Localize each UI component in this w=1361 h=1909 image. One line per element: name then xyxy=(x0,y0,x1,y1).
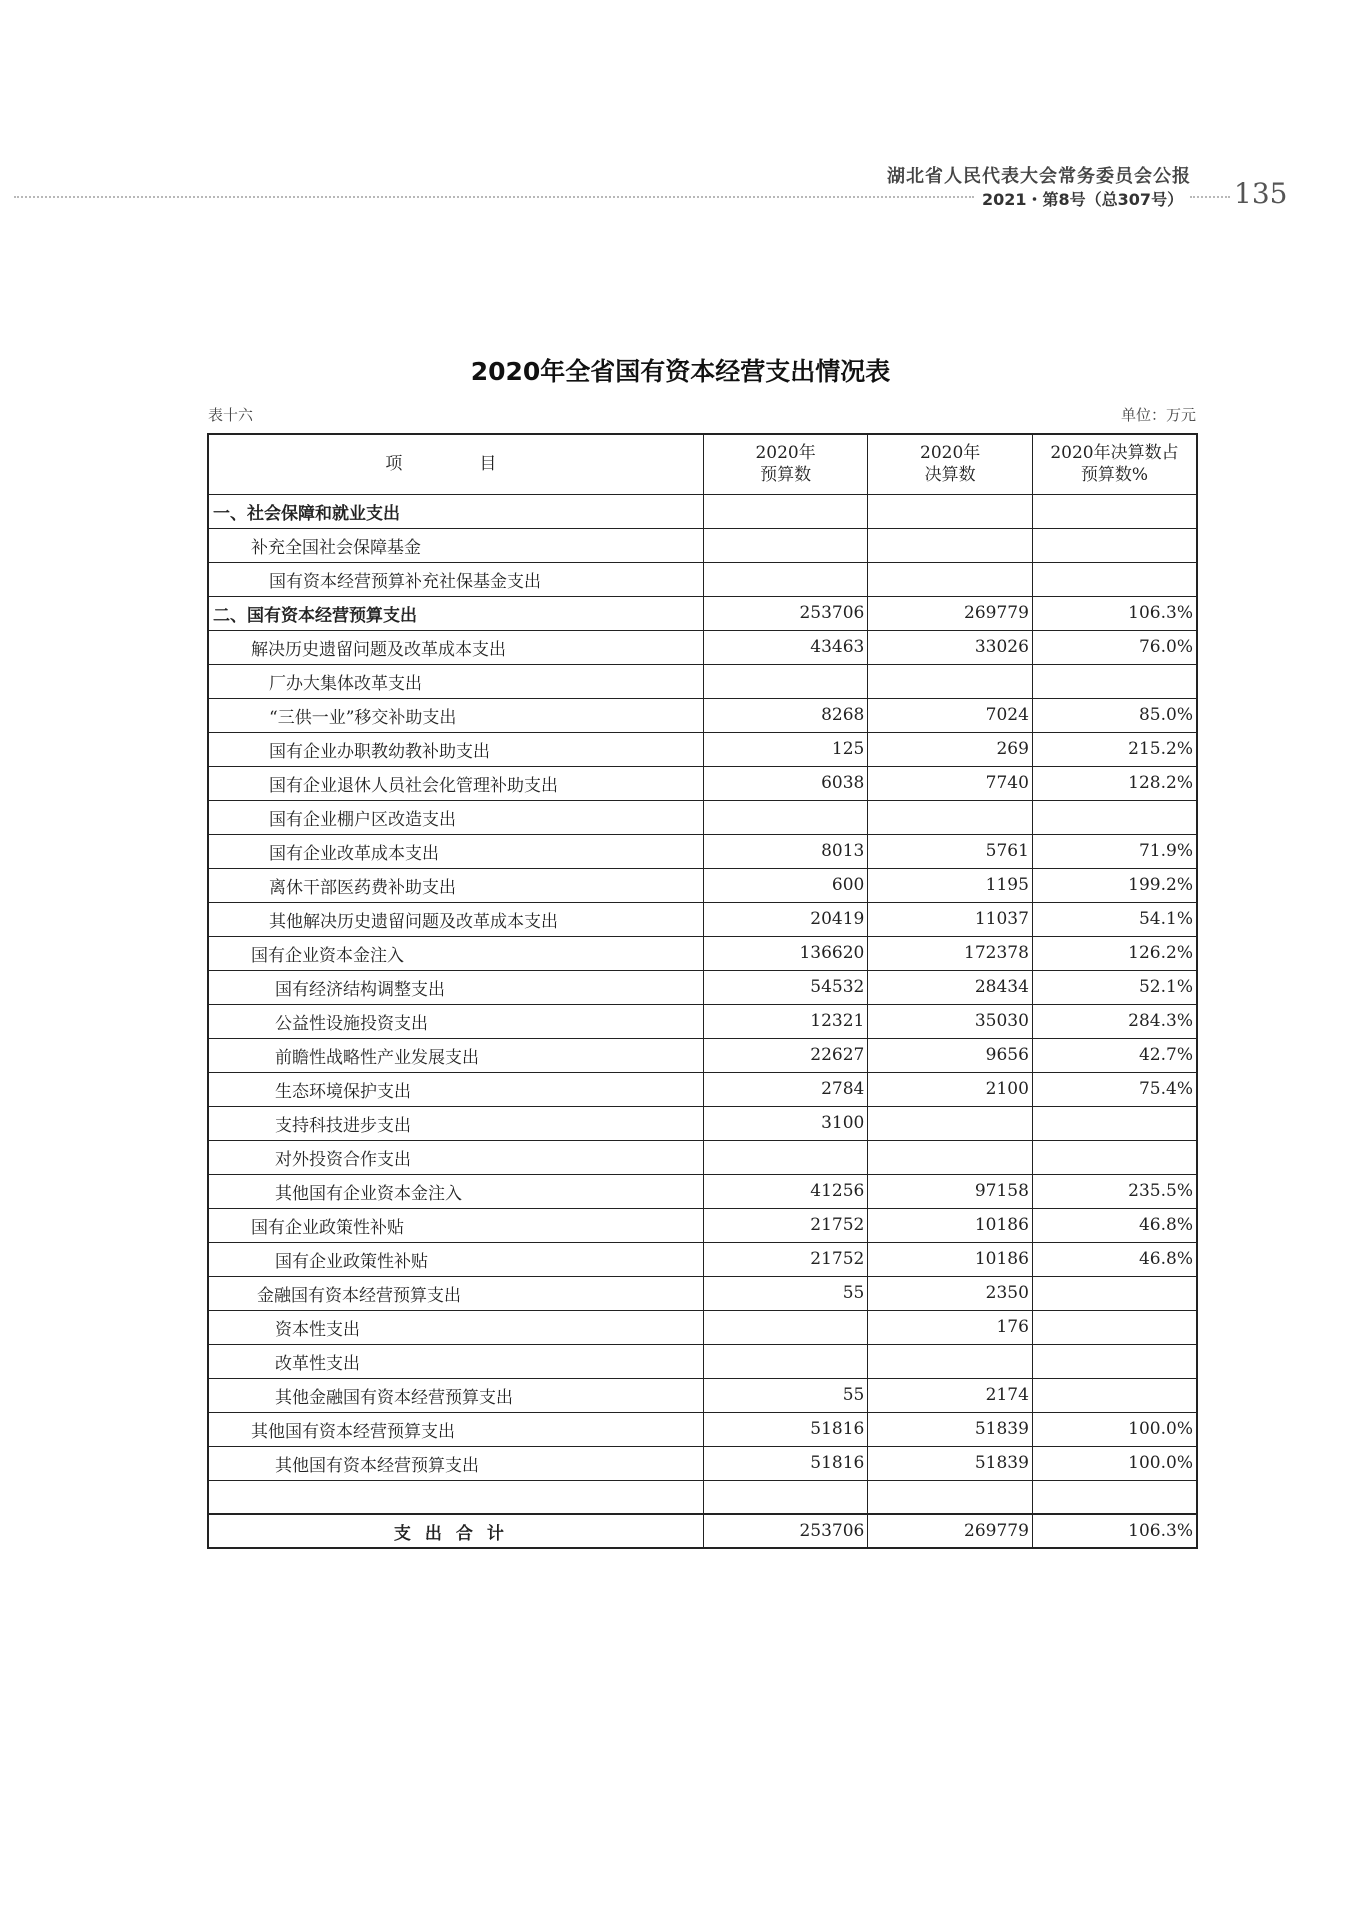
table-row xyxy=(208,1208,1197,1242)
table-label: 表十六 xyxy=(208,406,254,424)
row-budget-value: 21752 xyxy=(703,1242,868,1276)
row-ratio-value xyxy=(1032,562,1197,596)
row-budget-value: 136620 xyxy=(703,936,868,970)
total-budget: 253706 xyxy=(703,1514,868,1548)
row-actual-value xyxy=(868,664,1033,698)
row-budget-value: 6038 xyxy=(703,766,868,800)
row-budget-value: 600 xyxy=(703,868,868,902)
row-actual-value xyxy=(868,1106,1033,1140)
row-budget-value xyxy=(703,1140,868,1174)
table-row xyxy=(208,1038,1197,1072)
column-header-budget-line2: 预算数 xyxy=(760,465,812,486)
row-budget-value: 55 xyxy=(703,1378,868,1412)
row-ratio-value: 52.1% xyxy=(1032,970,1197,1004)
row-ratio-value xyxy=(1032,1378,1197,1412)
table-row xyxy=(208,664,1197,698)
row-ratio-value xyxy=(1032,1480,1197,1514)
table-row xyxy=(208,1072,1197,1106)
row-item-name: 国有企业改革成本支出 xyxy=(208,834,703,868)
row-item-name: 国有企业资本金注入 xyxy=(208,936,703,970)
row-item-name: 资本性支出 xyxy=(208,1310,703,1344)
row-actual-value: 97158 xyxy=(868,1174,1033,1208)
row-ratio-value: 85.0% xyxy=(1032,698,1197,732)
row-ratio-value: 46.8% xyxy=(1032,1208,1197,1242)
row-budget-value xyxy=(703,800,868,834)
row-actual-value: 33026 xyxy=(868,630,1033,664)
row-ratio-value: 42.7% xyxy=(1032,1038,1197,1072)
row-budget-value: 3100 xyxy=(703,1106,868,1140)
row-item-name: 金融国有资本经营预算支出 xyxy=(208,1276,703,1310)
row-actual-value: 51839 xyxy=(868,1446,1033,1480)
table-row xyxy=(208,528,1197,562)
row-actual-value: 2350 xyxy=(868,1276,1033,1310)
header-rule-left xyxy=(14,196,974,198)
table-row xyxy=(208,970,1197,1004)
row-ratio-value: 199.2% xyxy=(1032,868,1197,902)
row-ratio-value: 128.2% xyxy=(1032,766,1197,800)
row-budget-value: 54532 xyxy=(703,970,868,1004)
column-header-item: 项 目 xyxy=(208,434,703,494)
row-ratio-value: 46.8% xyxy=(1032,1242,1197,1276)
row-item-name: 国有企业政策性补贴 xyxy=(208,1242,703,1276)
table-row xyxy=(208,698,1197,732)
row-actual-value: 172378 xyxy=(868,936,1033,970)
table-row xyxy=(208,1412,1197,1446)
row-actual-value: 7740 xyxy=(868,766,1033,800)
row-actual-value: 7024 xyxy=(868,698,1033,732)
row-ratio-value: 126.2% xyxy=(1032,936,1197,970)
table-row xyxy=(208,494,1197,528)
row-budget-value: 8013 xyxy=(703,834,868,868)
row-item-name: 前瞻性战略性产业发展支出 xyxy=(208,1038,703,1072)
column-header-ratio xyxy=(1032,434,1197,494)
row-budget-value: 41256 xyxy=(703,1174,868,1208)
row-ratio-value: 100.0% xyxy=(1032,1446,1197,1480)
row-item-name: “三供一业”移交补助支出 xyxy=(208,698,703,732)
row-budget-value xyxy=(703,1344,868,1378)
table-row xyxy=(208,1276,1197,1310)
row-item-name: 补充全国社会保障基金 xyxy=(208,528,703,562)
row-ratio-value: 71.9% xyxy=(1032,834,1197,868)
row-budget-value xyxy=(703,664,868,698)
row-ratio-value: 76.0% xyxy=(1032,630,1197,664)
column-header-budget-line1: 2020年 xyxy=(755,443,816,464)
row-ratio-value xyxy=(1032,528,1197,562)
row-actual-value: 51839 xyxy=(868,1412,1033,1446)
row-budget-value: 12321 xyxy=(703,1004,868,1038)
row-budget-value: 55 xyxy=(703,1276,868,1310)
row-item-name: 公益性设施投资支出 xyxy=(208,1004,703,1038)
row-actual-value xyxy=(868,494,1033,528)
row-actual-value xyxy=(868,1140,1033,1174)
row-actual-value: 10186 xyxy=(868,1208,1033,1242)
total-label: 支出合计 xyxy=(208,1514,703,1548)
row-actual-value: 2100 xyxy=(868,1072,1033,1106)
row-actual-value: 269779 xyxy=(868,596,1033,630)
table-header-row xyxy=(208,434,1197,494)
header-rule-right xyxy=(1190,196,1230,198)
row-ratio-value xyxy=(1032,1106,1197,1140)
row-actual-value: 35030 xyxy=(868,1004,1033,1038)
total-row xyxy=(208,1514,1197,1548)
row-actual-value: 176 xyxy=(868,1310,1033,1344)
row-budget-value xyxy=(703,494,868,528)
row-budget-value: 125 xyxy=(703,732,868,766)
row-actual-value xyxy=(868,562,1033,596)
row-item-name: 生态环境保护支出 xyxy=(208,1072,703,1106)
row-budget-value: 21752 xyxy=(703,1208,868,1242)
table-row xyxy=(208,800,1197,834)
row-item-name: 改革性支出 xyxy=(208,1344,703,1378)
row-budget-value xyxy=(703,1310,868,1344)
total-ratio: 106.3% xyxy=(1032,1514,1197,1548)
row-actual-value: 9656 xyxy=(868,1038,1033,1072)
column-header-actual-line1: 2020年 xyxy=(920,443,981,464)
row-ratio-value: 235.5% xyxy=(1032,1174,1197,1208)
row-item-name: 国有企业退休人员社会化管理补助支出 xyxy=(208,766,703,800)
table-row xyxy=(208,834,1197,868)
row-actual-value: 11037 xyxy=(868,902,1033,936)
row-item-name: 其他国有资本经营预算支出 xyxy=(208,1446,703,1480)
table-row xyxy=(208,1446,1197,1480)
journal-title: 湖北省人民代表大会常务委员会公报 xyxy=(887,166,1191,187)
unit-label: 单位：万元 xyxy=(1120,406,1196,424)
issue-number: 2021・第8号（总307号） xyxy=(982,190,1184,209)
table-row xyxy=(208,1480,1197,1514)
row-budget-value: 2784 xyxy=(703,1072,868,1106)
row-item-name: 二、国有资本经营预算支出 xyxy=(208,596,703,630)
row-ratio-value: 106.3% xyxy=(1032,596,1197,630)
row-budget-value xyxy=(703,528,868,562)
table-row xyxy=(208,936,1197,970)
row-actual-value xyxy=(868,800,1033,834)
row-actual-value: 2174 xyxy=(868,1378,1033,1412)
table-row xyxy=(208,868,1197,902)
table-row xyxy=(208,562,1197,596)
row-item-name: 对外投资合作支出 xyxy=(208,1140,703,1174)
row-actual-value xyxy=(868,528,1033,562)
row-budget-value: 51816 xyxy=(703,1412,868,1446)
row-ratio-value xyxy=(1032,1276,1197,1310)
row-item-name: 国有企业棚户区改造支出 xyxy=(208,800,703,834)
row-ratio-value xyxy=(1032,1140,1197,1174)
row-actual-value: 1195 xyxy=(868,868,1033,902)
row-ratio-value: 215.2% xyxy=(1032,732,1197,766)
row-item-name: 解决历史遗留问题及改革成本支出 xyxy=(208,630,703,664)
row-actual-value: 28434 xyxy=(868,970,1033,1004)
row-item-name: 其他国有企业资本金注入 xyxy=(208,1174,703,1208)
row-item-name: 其他解决历史遗留问题及改革成本支出 xyxy=(208,902,703,936)
table-row xyxy=(208,1174,1197,1208)
table-body xyxy=(208,494,1197,1514)
row-ratio-value xyxy=(1032,800,1197,834)
row-item-name: 厂办大集体改革支出 xyxy=(208,664,703,698)
row-item-name: 一、社会保障和就业支出 xyxy=(208,494,703,528)
row-budget-value xyxy=(703,1480,868,1514)
table-row xyxy=(208,1310,1197,1344)
row-ratio-value xyxy=(1032,494,1197,528)
row-item-name: 其他金融国有资本经营预算支出 xyxy=(208,1378,703,1412)
row-budget-value: 8268 xyxy=(703,698,868,732)
table-row xyxy=(208,1004,1197,1038)
row-item-name xyxy=(208,1480,703,1514)
row-actual-value xyxy=(868,1344,1033,1378)
row-item-name: 国有经济结构调整支出 xyxy=(208,970,703,1004)
row-ratio-value xyxy=(1032,664,1197,698)
table-row xyxy=(208,1344,1197,1378)
table-row xyxy=(208,1106,1197,1140)
column-header-actual-line2: 决算数 xyxy=(924,465,976,486)
row-budget-value: 20419 xyxy=(703,902,868,936)
row-item-name: 其他国有资本经营预算支出 xyxy=(208,1412,703,1446)
row-actual-value: 5761 xyxy=(868,834,1033,868)
expenditure-table xyxy=(207,433,1198,1549)
table-row xyxy=(208,1242,1197,1276)
total-actual: 269779 xyxy=(868,1514,1033,1548)
row-budget-value: 253706 xyxy=(703,596,868,630)
table-row xyxy=(208,1140,1197,1174)
table-row xyxy=(208,766,1197,800)
table-row xyxy=(208,630,1197,664)
row-actual-value: 10186 xyxy=(868,1242,1033,1276)
row-ratio-value xyxy=(1032,1344,1197,1378)
table-row xyxy=(208,1378,1197,1412)
row-budget-value xyxy=(703,562,868,596)
row-item-name: 支持科技进步支出 xyxy=(208,1106,703,1140)
table-title: 2020年全省国有资本经营支出情况表 xyxy=(470,357,891,386)
row-budget-value: 22627 xyxy=(703,1038,868,1072)
row-item-name: 离休干部医药费补助支出 xyxy=(208,868,703,902)
table-row xyxy=(208,596,1197,630)
column-header-ratio-line2: 预算数% xyxy=(1080,465,1149,486)
row-budget-value: 43463 xyxy=(703,630,868,664)
row-ratio-value xyxy=(1032,1310,1197,1344)
page-number: 135 xyxy=(1234,177,1288,210)
row-ratio-value: 75.4% xyxy=(1032,1072,1197,1106)
row-ratio-value: 54.1% xyxy=(1032,902,1197,936)
row-ratio-value: 284.3% xyxy=(1032,1004,1197,1038)
column-header-budget xyxy=(703,434,868,494)
row-item-name: 国有资本经营预算补充社保基金支出 xyxy=(208,562,703,596)
row-actual-value: 269 xyxy=(868,732,1033,766)
table-row xyxy=(208,732,1197,766)
row-item-name: 国有企业政策性补贴 xyxy=(208,1208,703,1242)
row-ratio-value: 100.0% xyxy=(1032,1412,1197,1446)
row-budget-value: 51816 xyxy=(703,1446,868,1480)
column-header-ratio-line1: 2020年决算数占 xyxy=(1050,443,1179,464)
row-item-name: 国有企业办职教幼教补助支出 xyxy=(208,732,703,766)
row-actual-value xyxy=(868,1480,1033,1514)
table-row xyxy=(208,902,1197,936)
column-header-actual xyxy=(868,434,1033,494)
